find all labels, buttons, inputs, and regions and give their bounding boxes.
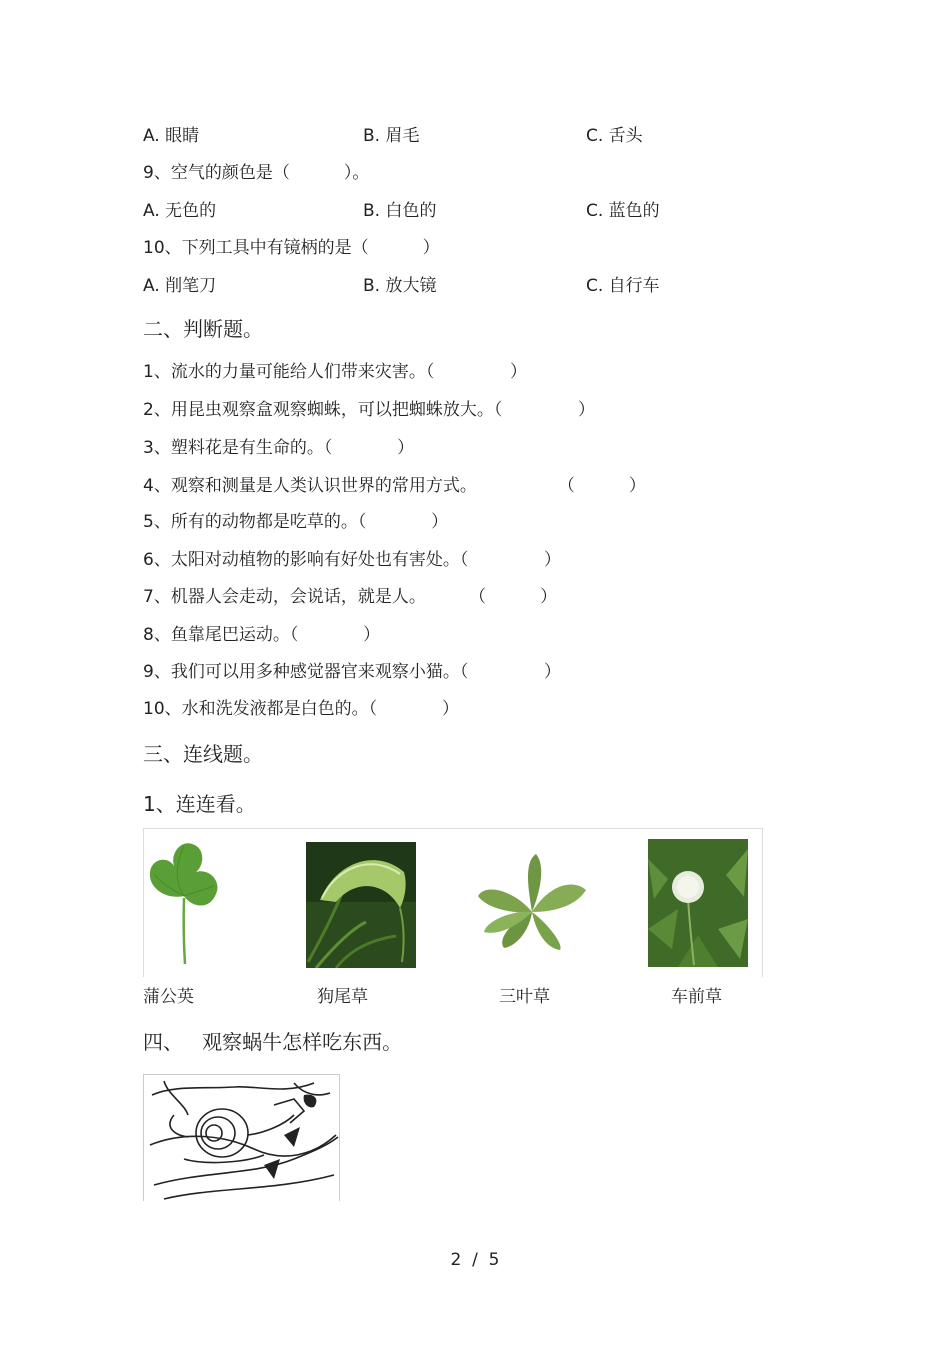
q10-option-a: A. 削笔刀 xyxy=(143,276,217,296)
section2-title: 二、判断题。 xyxy=(143,317,263,341)
plant-label: 三叶草 xyxy=(499,987,550,1007)
q8-option-a: A. 眼睛 xyxy=(143,126,200,146)
judge-item: 6、太阳对动植物的影响有好处也有害处。（ ） xyxy=(143,550,561,570)
judge-item: 1、流水的力量可能给人们带来灾害。（ ） xyxy=(143,362,527,382)
judge-item: 8、鱼靠尾巴运动。（ ） xyxy=(143,625,381,645)
clover-image xyxy=(146,838,222,966)
snail-drawing xyxy=(144,1075,339,1201)
judge-item: 10、水和洗发液都是白色的。（ ） xyxy=(143,699,459,719)
plantain-image xyxy=(476,852,588,952)
snail-image-frame xyxy=(143,1074,340,1201)
judge-item: 9、我们可以用多种感觉器官来观察小猫。（ ） xyxy=(143,662,561,682)
q9-option-a: A. 无色的 xyxy=(143,201,217,221)
section3-q1: 1、连连看。 xyxy=(143,792,256,816)
judge-item: 5、所有的动物都是吃草的。（ ） xyxy=(143,512,449,532)
q9-option-c: C. 蓝色的 xyxy=(586,201,660,221)
q8-option-b: B. 眉毛 xyxy=(363,126,420,146)
plant-label: 蒲公英 xyxy=(143,987,194,1007)
judge-item: 2、用昆虫观察盒观察蜘蛛，可以把蜘蛛放大。（ ） xyxy=(143,400,595,420)
section4-title: 四、 观察蜗牛怎样吃东西。 xyxy=(143,1030,403,1054)
q9-question: 9、空气的颜色是（ ）。 xyxy=(143,163,370,183)
plant-label: 狗尾草 xyxy=(317,987,368,1007)
page-number: 2 / 5 xyxy=(450,1250,500,1270)
dandelion-image xyxy=(648,839,748,967)
q10-question: 10、下列工具中有镜柄的是（ ） xyxy=(143,238,440,258)
foxtail-image xyxy=(306,842,416,968)
q10-option-b: B. 放大镜 xyxy=(363,276,437,296)
q9-option-b: B. 白色的 xyxy=(363,201,437,221)
q8-option-c: C. 舌头 xyxy=(586,126,643,146)
judge-item: 3、塑料花是有生命的。（ ） xyxy=(143,438,415,458)
section3-title: 三、连线题。 xyxy=(143,742,263,766)
judge-item: 4、观察和测量是人类认识世界的常用方式。 （ ） xyxy=(143,476,646,496)
plant-label: 车前草 xyxy=(671,987,722,1007)
judge-item: 7、机器人会走动，会说话，就是人。 （ ） xyxy=(143,587,558,607)
q10-option-c: C. 自行车 xyxy=(586,276,660,296)
